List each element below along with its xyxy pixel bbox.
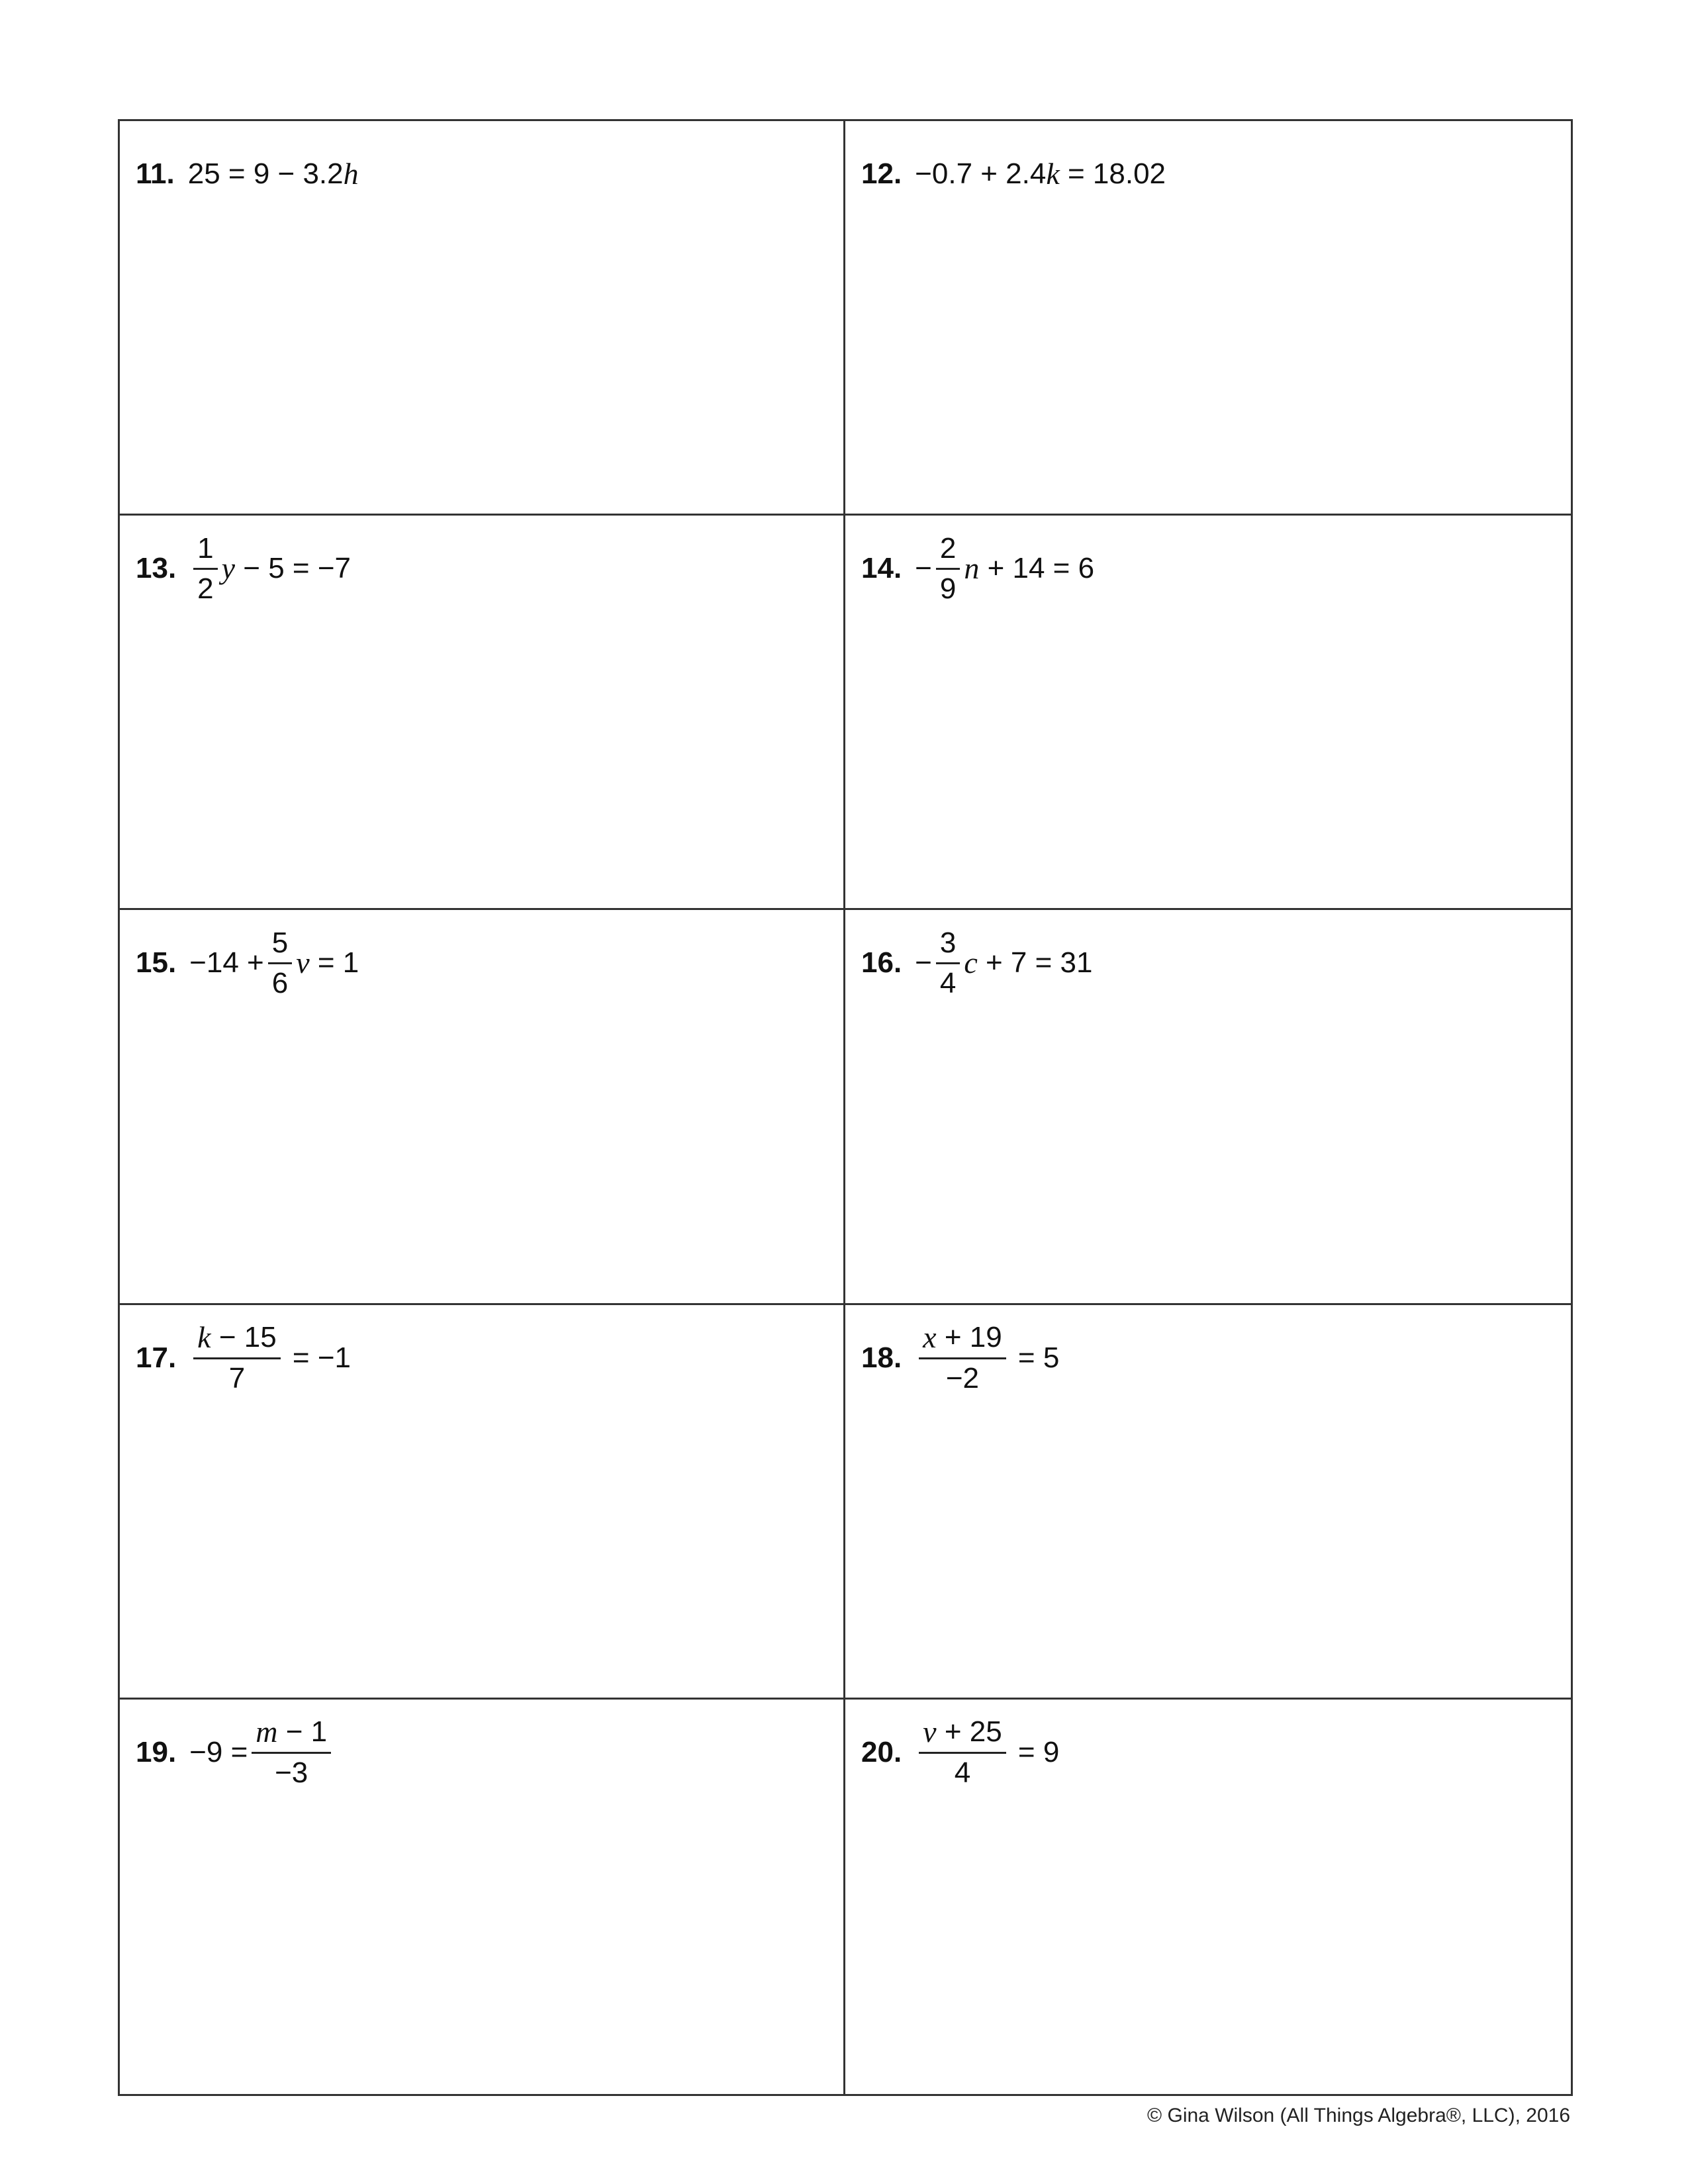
problem-number: 11. <box>136 158 175 190</box>
equation-variable: y <box>221 551 236 586</box>
problem-20 <box>861 1700 1059 1805</box>
worksheet-grid <box>118 119 1573 2096</box>
numerator-variable: v <box>923 1715 937 1749</box>
problem-number: 20. <box>861 1735 902 1768</box>
problem-15 <box>136 910 359 1016</box>
fraction-denominator: 2 <box>197 572 214 605</box>
numerator-variable: k <box>197 1320 211 1354</box>
equation-part: −14 + <box>189 946 264 979</box>
equation-variable: k <box>1046 157 1060 191</box>
problem-number: 15. <box>136 946 177 979</box>
problem-cell-15 <box>120 910 845 1304</box>
problem-cell-16 <box>845 910 1571 1304</box>
problem-number: 12. <box>861 158 902 190</box>
equation-part: −9 = <box>189 1735 248 1768</box>
problem-cell-18 <box>845 1305 1571 1700</box>
fraction-denominator: 7 <box>228 1362 246 1395</box>
problem-19 <box>136 1700 335 1805</box>
problem-cell-19 <box>120 1700 845 2094</box>
equation-variable: v <box>296 946 310 980</box>
equation-part: 25 = 9 − 3.2 <box>187 158 344 190</box>
problem-13 <box>136 516 351 621</box>
fraction <box>919 1716 1006 1788</box>
problem-17 <box>136 1305 351 1411</box>
fraction <box>919 1322 1006 1394</box>
equation-variable: h <box>343 157 359 191</box>
problem-cell-13 <box>120 516 845 910</box>
fraction-denominator: −2 <box>945 1362 980 1395</box>
equation-variable: c <box>964 946 978 980</box>
fraction-denominator: 6 <box>271 966 289 999</box>
fraction-numerator: 2 <box>936 533 960 570</box>
problem-number: 13. <box>136 552 177 585</box>
equation-part: − <box>915 552 932 585</box>
fraction-denominator: 4 <box>939 966 957 999</box>
equation-part: −0.7 + 2.4 <box>915 158 1047 190</box>
fraction-numerator <box>193 1322 281 1359</box>
numerator-variable: x <box>923 1320 937 1354</box>
fraction-denominator: 4 <box>954 1756 971 1790</box>
problem-11 <box>136 121 359 227</box>
equation-part: + 7 = 31 <box>977 946 1093 979</box>
problem-number: 19. <box>136 1735 177 1768</box>
equation-part: = 1 <box>309 946 359 979</box>
equation-part: = 18.02 <box>1059 158 1166 190</box>
equation-part: = 9 <box>1009 1735 1060 1768</box>
problem-number: 16. <box>861 946 902 979</box>
problem-number: 14. <box>861 552 902 585</box>
problem-14 <box>861 516 1094 621</box>
numerator-text: + 19 <box>936 1320 1002 1353</box>
numerator-variable: m <box>256 1715 278 1749</box>
problem-cell-20 <box>845 1700 1571 2094</box>
fraction-numerator <box>252 1716 331 1754</box>
fraction-numerator <box>919 1716 1006 1754</box>
fraction <box>936 928 960 999</box>
problem-cell-12 <box>845 121 1571 516</box>
problem-16 <box>861 910 1092 1016</box>
problem-18 <box>861 1305 1059 1411</box>
problem-cell-14 <box>845 516 1571 910</box>
fraction-numerator <box>919 1322 1006 1359</box>
equation-part: = 5 <box>1009 1341 1060 1374</box>
fraction <box>193 1322 281 1394</box>
problem-cell-11 <box>120 121 845 516</box>
problem-number: 17. <box>136 1341 177 1374</box>
equation-part: − 5 = −7 <box>235 552 352 585</box>
equation-part: = −1 <box>284 1341 351 1374</box>
equation-variable: n <box>964 551 980 586</box>
copyright-notice: © Gina Wilson (All Things Algebra®, LLC), 2016 <box>1147 2105 1570 2126</box>
fraction-numerator: 5 <box>268 928 292 964</box>
equation-part: − <box>915 946 932 979</box>
fraction-numerator: 3 <box>936 928 960 964</box>
numerator-text: − 15 <box>211 1320 277 1353</box>
fraction-denominator: −3 <box>275 1756 308 1790</box>
equation-part: + 14 = 6 <box>979 552 1095 585</box>
fraction-numerator: 1 <box>193 533 217 570</box>
numerator-text: + 25 <box>936 1715 1002 1749</box>
fraction <box>268 928 292 999</box>
problem-number: 18. <box>861 1341 902 1374</box>
fraction <box>936 533 960 604</box>
fraction-denominator: 9 <box>939 572 957 605</box>
fraction <box>193 533 217 604</box>
problem-cell-17 <box>120 1305 845 1700</box>
fraction <box>252 1716 331 1788</box>
problem-12 <box>861 121 1166 227</box>
numerator-text: − 1 <box>277 1715 328 1749</box>
